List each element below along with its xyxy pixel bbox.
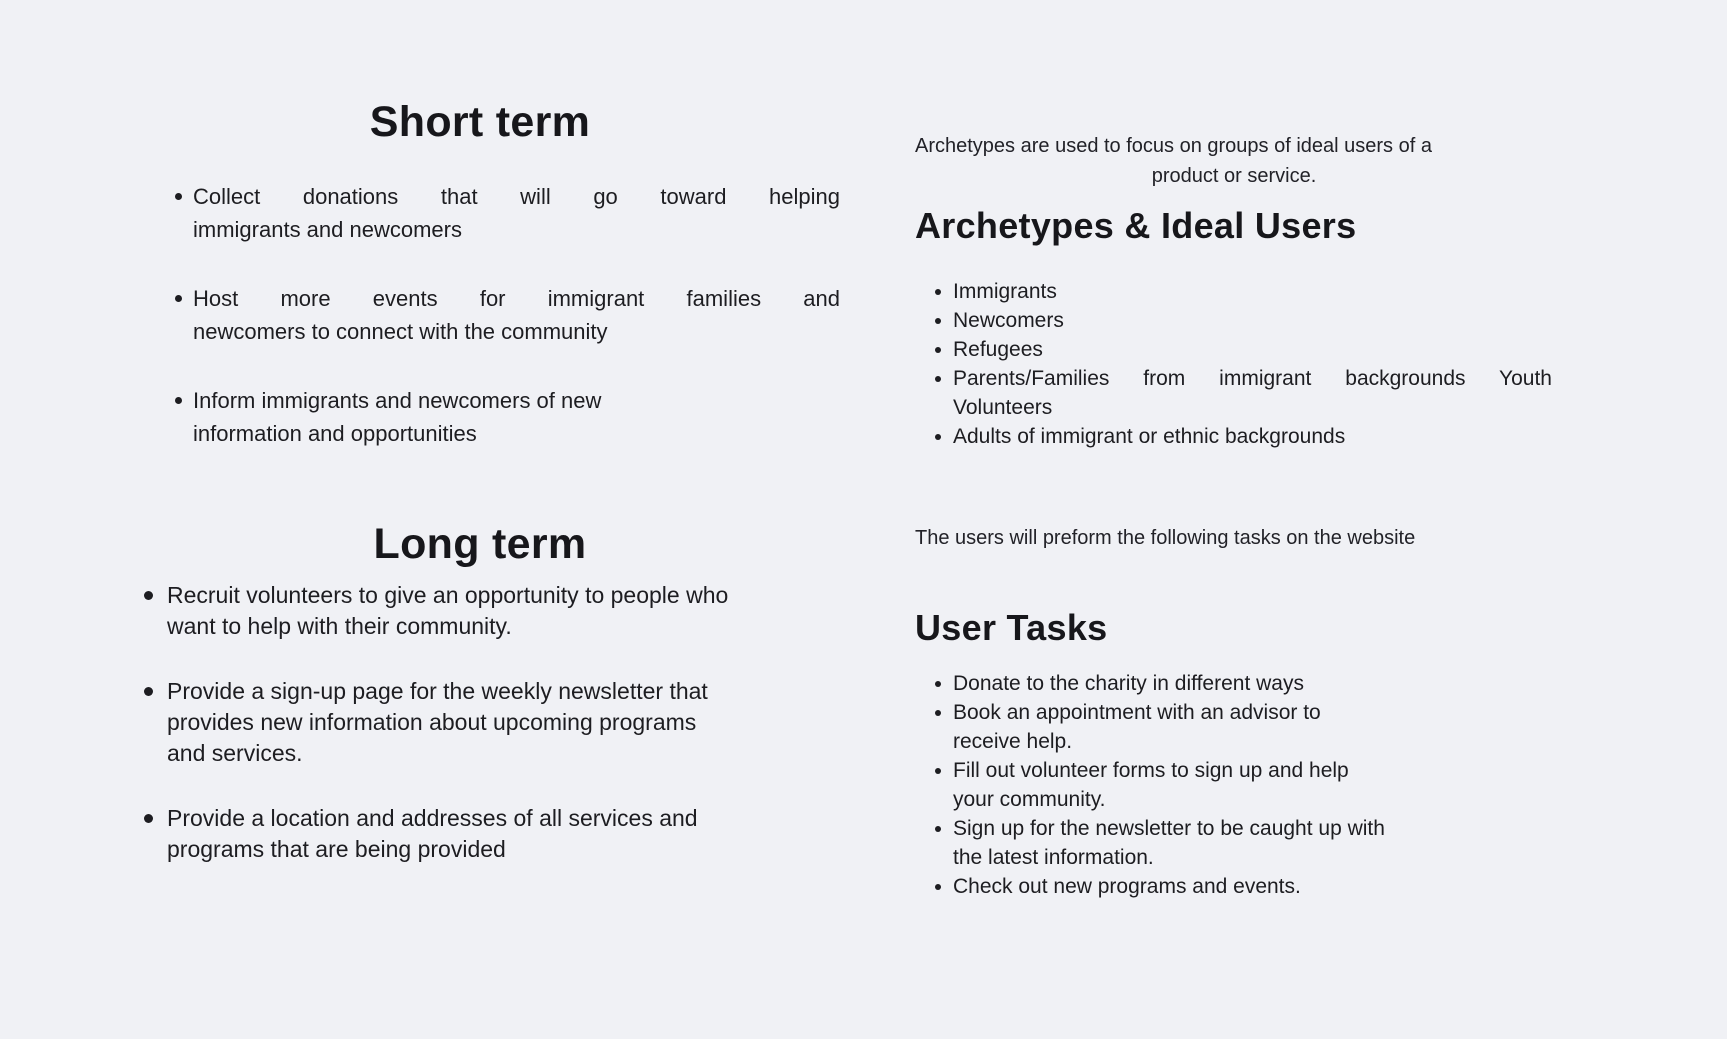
list-item bbox=[144, 676, 836, 769]
list-item-line: Donate to the charity in different ways bbox=[953, 672, 1304, 695]
list-item-line: Provide a location and addresses of all services and bbox=[167, 805, 698, 831]
list-item-line: Host more events for immigrant families and bbox=[193, 286, 840, 311]
list-item-line: Newcomers bbox=[953, 309, 1064, 332]
list-item bbox=[174, 282, 840, 348]
list-item-line: want to help with their community. bbox=[167, 613, 512, 639]
list-item-line: Recruit volunteers to give an opportunity to people who bbox=[167, 582, 729, 608]
list-item-line: Immigrants bbox=[953, 280, 1057, 303]
list-item-line: Book an appointment with an advisor to bbox=[953, 701, 1321, 724]
list-item bbox=[174, 384, 840, 450]
list-item-line: newcomers to connect with the community bbox=[193, 319, 608, 344]
list-item bbox=[934, 669, 1552, 698]
archetypes-intro-line: product or service. bbox=[1151, 165, 1317, 187]
list-item bbox=[934, 306, 1552, 335]
list-item-line: receive help. bbox=[953, 730, 1073, 753]
archetypes-intro bbox=[915, 131, 1553, 191]
list-item bbox=[144, 580, 836, 642]
list-item-line: information and opportunities bbox=[193, 421, 477, 446]
list-item-line: and services. bbox=[167, 740, 303, 766]
list-item bbox=[934, 422, 1552, 451]
list-item-line: the latest information. bbox=[953, 846, 1154, 869]
list-item-line: your community. bbox=[953, 788, 1106, 811]
user-tasks-title: User Tasks bbox=[915, 607, 1108, 648]
user-tasks-intro: The users will preform the following tasks on the website bbox=[915, 527, 1416, 549]
short-term-title: Short term bbox=[369, 98, 591, 146]
list-item-line: Inform immigrants and newcomers of new bbox=[193, 388, 602, 413]
list-item bbox=[934, 756, 1552, 814]
list-item-line: Adults of immigrant or ethnic backgrounds bbox=[953, 425, 1346, 448]
list-item-line: Parents/Families from immigrant backgrounds Youth bbox=[953, 367, 1552, 390]
list-item-line: provides new information about upcoming programs bbox=[167, 709, 697, 735]
archetypes-title: Archetypes & Ideal Users bbox=[915, 205, 1357, 246]
list-item bbox=[934, 814, 1552, 872]
list-item-line: immigrants and newcomers bbox=[193, 217, 462, 242]
list-item-line: Check out new programs and events. bbox=[953, 875, 1301, 898]
list-item-line: Collect donations that will go toward helping bbox=[193, 184, 840, 209]
list-item-line: Refugees bbox=[953, 338, 1043, 361]
user-tasks-list bbox=[934, 669, 1552, 901]
list-item-line: Volunteers bbox=[953, 396, 1053, 419]
list-item-line: Provide a sign-up page for the weekly newsletter that bbox=[167, 678, 708, 704]
archetypes-intro-line: Archetypes are used to focus on groups of ideal users of a bbox=[915, 135, 1432, 157]
list-item bbox=[144, 803, 836, 865]
list-item bbox=[934, 277, 1552, 306]
list-item bbox=[934, 335, 1552, 364]
list-item-line: Sign up for the newsletter to be caught up with bbox=[953, 817, 1385, 840]
short-term-list bbox=[174, 180, 840, 486]
list-item bbox=[174, 180, 840, 246]
long-term-title: Long term bbox=[373, 520, 587, 568]
list-item bbox=[934, 698, 1552, 756]
list-item bbox=[934, 364, 1552, 422]
list-item bbox=[934, 872, 1552, 901]
list-item-line: programs that are being provided bbox=[167, 836, 506, 862]
list-item-line: Fill out volunteer forms to sign up and help bbox=[953, 759, 1349, 782]
long-term-list bbox=[144, 580, 836, 899]
archetypes-list bbox=[934, 277, 1552, 451]
